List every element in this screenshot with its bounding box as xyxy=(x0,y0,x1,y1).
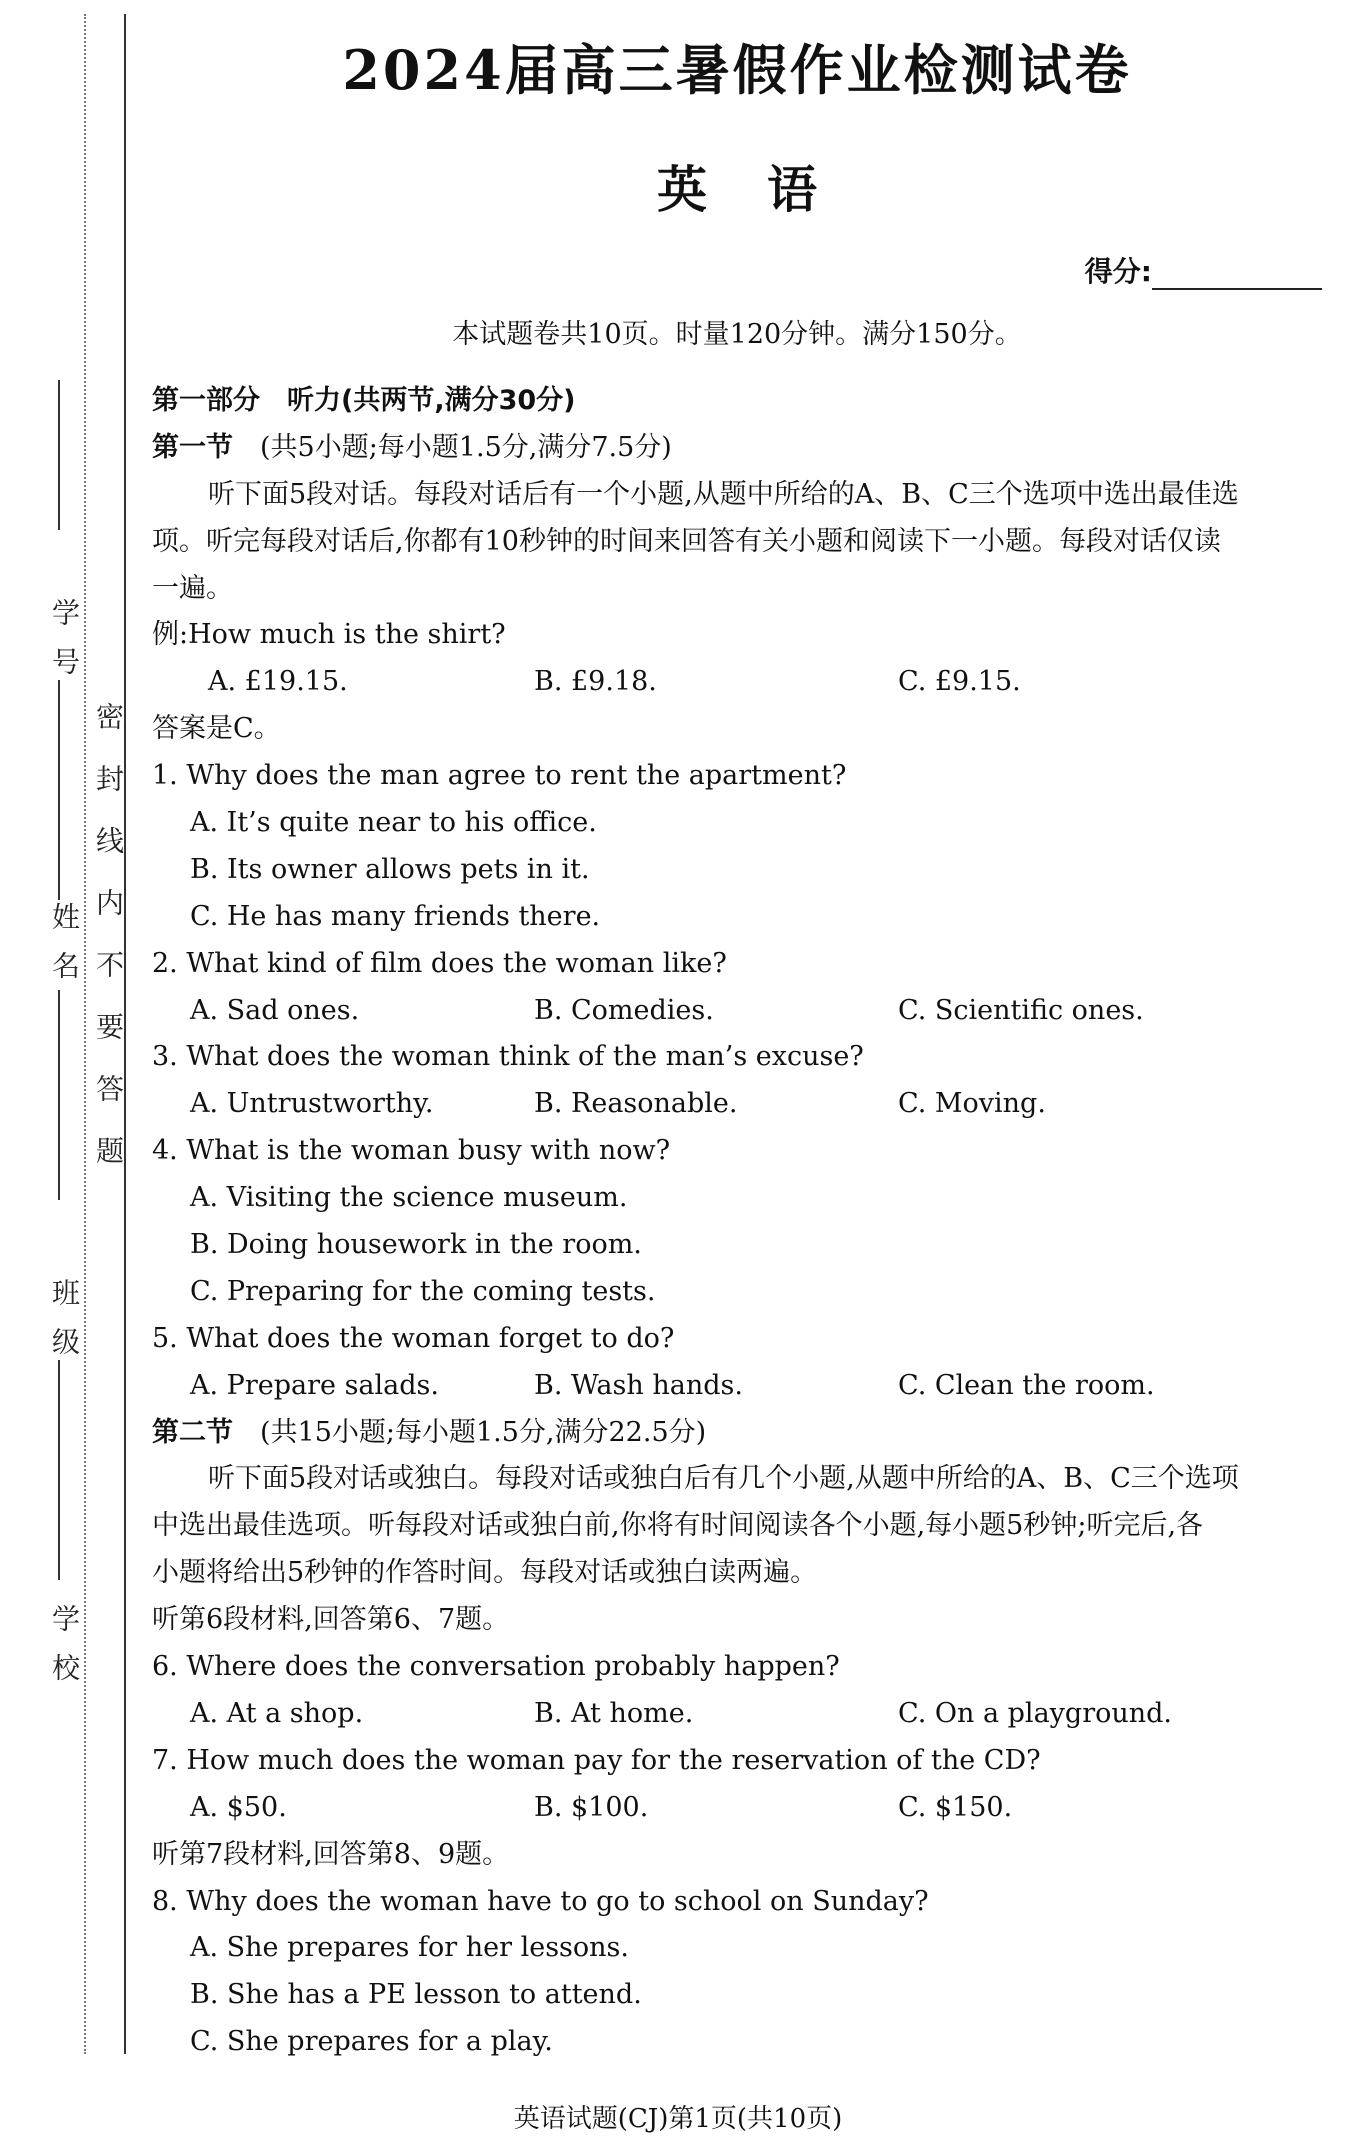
option-b: B. She has a PE lesson to attend. xyxy=(190,1979,642,2011)
section1-heading: 第一节 (共5小题;每小题1.5分,满分7.5分) xyxy=(152,431,672,463)
question-8: 8. Why does the woman have to go to school on Sunday? xyxy=(152,1885,929,1917)
score-field xyxy=(1085,250,1322,290)
option-b: B. $100. xyxy=(534,1791,649,1823)
option-a: A. £19.15. xyxy=(208,666,348,698)
option-c: C. £9.15. xyxy=(898,666,1021,698)
listening-part xyxy=(152,378,1322,2066)
example-question: 例:How much is the shirt? xyxy=(152,619,506,651)
question-3: 3. What does the woman think of the man’s excuse? xyxy=(152,1041,864,1073)
question-6-options xyxy=(152,1691,1322,1738)
option-b: B. Doing housework in the room. xyxy=(190,1229,642,1261)
question-6: 6. Where does the conversation probably happen? xyxy=(152,1651,840,1683)
id-label: 学 号 xyxy=(48,598,81,681)
binding-dotted-line xyxy=(84,14,86,2054)
option-a: A. It’s quite near to his office. xyxy=(190,807,597,839)
class-label: 班 级 xyxy=(48,1278,81,1361)
option-a: A. At a shop. xyxy=(190,1697,364,1729)
class-blank-line xyxy=(58,990,60,1200)
example-options xyxy=(152,659,1322,706)
option-c: C. He has many friends there. xyxy=(190,900,601,932)
school-label: 学 校 xyxy=(48,1604,81,1687)
option-a: A. Visiting the science museum. xyxy=(190,1182,628,1214)
option-c: C. Moving. xyxy=(898,1088,1046,1120)
option-b: B. At home. xyxy=(534,1697,694,1729)
part1-heading: 第一部分 听力(共两节,满分30分) xyxy=(152,385,576,416)
name-blank-line xyxy=(58,680,60,900)
subject-title: 英语 xyxy=(657,160,877,219)
question-5: 5. What does the woman forget to do? xyxy=(152,1322,675,1354)
question-5-options xyxy=(152,1363,1322,1410)
exam-title: 2024届高三暑假作业检测试卷 xyxy=(342,38,1132,102)
material-6-note: 听第6段材料,回答第6、7题。 xyxy=(152,1604,510,1636)
option-b: B. Reasonable. xyxy=(534,1088,738,1120)
material-7-note: 听第7段材料,回答第8、9题。 xyxy=(152,1838,510,1870)
seal-line-notice: 密封线内不要答题 xyxy=(92,702,125,1198)
option-c: C. $150. xyxy=(898,1791,1013,1823)
question-1: 1. Why does the man agree to rent the apartment? xyxy=(152,760,847,792)
section1-instruction-line: 项。听完每段对话后,你都有10秒钟的时间来回答有关小题和阅读下一小题。每段对话仅读 xyxy=(152,525,1221,557)
id-blank-line xyxy=(58,380,60,530)
option-a: A. Sad ones. xyxy=(190,994,360,1026)
option-a: A. Prepare salads. xyxy=(190,1369,439,1401)
section1-instruction-line: 一遍。 xyxy=(152,572,233,604)
option-a: A. $50. xyxy=(190,1791,287,1823)
section2-instruction-line: 小题将给出5秒钟的作答时间。每段对话或独白读两遍。 xyxy=(152,1557,818,1589)
option-c: C. Preparing for the coming tests. xyxy=(190,1275,656,1307)
name-label: 姓 名 xyxy=(48,902,81,985)
section2-instruction-line: 听下面5段对话或独白。每段对话或独白后有几个小题,从题中所给的A、B、C三个选项 xyxy=(208,1463,1239,1495)
option-a: A. She prepares for her lessons. xyxy=(190,1932,629,1964)
score-blank xyxy=(1152,258,1322,290)
question-2: 2. What kind of film does the woman like? xyxy=(152,947,727,979)
option-b: B. Its owner allows pets in it. xyxy=(190,853,590,885)
question-7: 7. How much does the woman pay for the reservation of the CD? xyxy=(152,1744,1041,1776)
question-2-options xyxy=(152,988,1322,1035)
option-c: C. She prepares for a play. xyxy=(190,2026,553,2058)
option-b: B. Wash hands. xyxy=(534,1369,743,1401)
section2-heading: 第二节 (共15小题;每小题1.5分,满分22.5分) xyxy=(152,1416,707,1448)
option-c: C. On a playground. xyxy=(898,1697,1173,1729)
page-footer: 英语试题(CJ)第1页(共10页) xyxy=(513,2104,843,2134)
section2-instruction-line: 中选出最佳选项。听每段对话或独白前,你将有时间阅读各个小题,每小题5秒钟;听完后,各 xyxy=(152,1510,1204,1542)
section1-instruction-line: 听下面5段对话。每段对话后有一个小题,从题中所给的A、B、C三个选项中选出最佳选 xyxy=(208,478,1239,510)
question-4: 4. What is the woman busy with now? xyxy=(152,1135,671,1167)
option-c: C. Clean the room. xyxy=(898,1369,1155,1401)
example-answer: 答案是C。 xyxy=(152,713,281,745)
option-a: A. Untrustworthy. xyxy=(190,1088,434,1120)
question-7-options xyxy=(152,1785,1322,1832)
option-b: B. £9.18. xyxy=(534,666,657,698)
school-blank-line xyxy=(58,1360,60,1580)
question-3-options xyxy=(152,1081,1322,1128)
exam-intro: 本试题卷共10页。时量120分钟。满分150分。 xyxy=(452,319,1022,350)
option-b: B. Comedies. xyxy=(534,994,714,1026)
score-label: 得分: xyxy=(1084,255,1152,288)
option-c: C. Scientific ones. xyxy=(898,994,1144,1026)
